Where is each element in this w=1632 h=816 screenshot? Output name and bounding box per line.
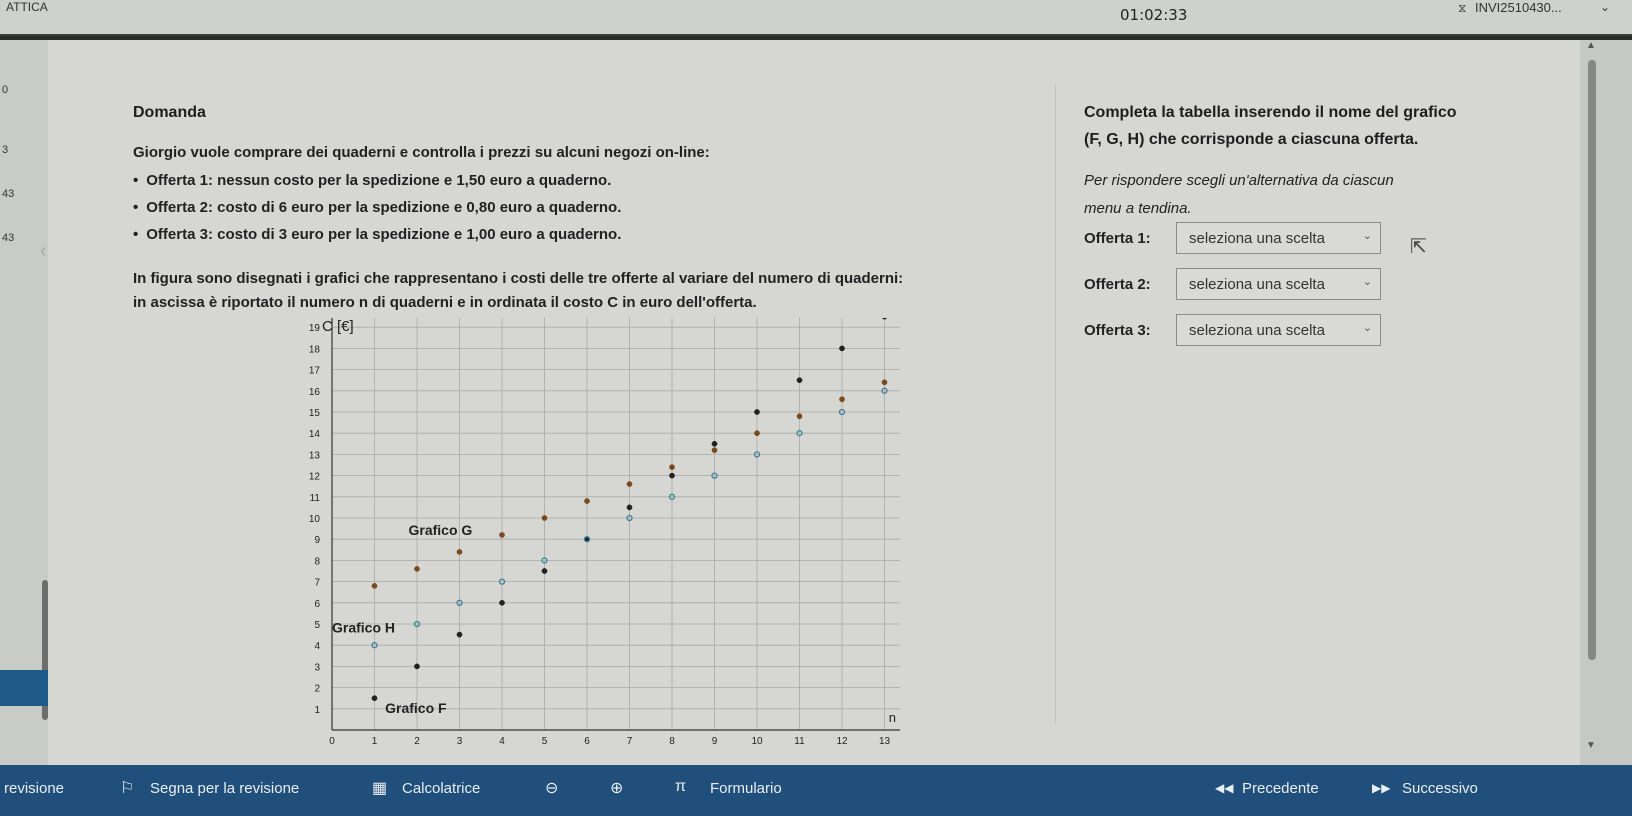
data-point	[882, 318, 887, 319]
previous-icon[interactable]: ◀◀	[1215, 781, 1234, 795]
calculator-button[interactable]: Calcolatrice	[402, 780, 481, 797]
x-tick-label: 11	[794, 736, 805, 747]
data-point	[754, 409, 759, 414]
pi-icon[interactable]: π	[675, 778, 687, 795]
scroll-up-icon[interactable]: ▲	[1586, 40, 1596, 51]
question-intro: Giorgio vuole comprare dei quaderni e controlla i prezzi su alcuni negozi on-line:	[133, 144, 710, 161]
offer-1-select[interactable]	[1176, 222, 1381, 254]
vertical-scrollbar[interactable]	[1580, 40, 1632, 765]
question-title: Domanda	[133, 104, 206, 121]
zoom-in-icon[interactable]: ⊕	[610, 780, 624, 797]
x-tick-label: 1	[371, 736, 378, 747]
data-point	[584, 498, 589, 503]
data-point	[882, 380, 887, 385]
data-point	[712, 448, 717, 453]
y-tick-label: 6	[314, 598, 320, 610]
data-point	[712, 441, 717, 446]
data-point	[457, 549, 462, 554]
answer-instructions: Per rispondere scegli un'alternativa da ciascun	[1084, 172, 1394, 189]
list-item: • Offerta 3: costo di 3 euro per la spedizione e 1,00 euro a quaderno.	[133, 226, 621, 253]
previous-button[interactable]: Precedente	[1242, 780, 1319, 797]
data-point	[839, 346, 844, 351]
y-tick-label: 4	[314, 641, 320, 653]
offer-2-select[interactable]	[1176, 268, 1381, 300]
y-tick-label: 17	[308, 365, 320, 377]
data-point	[499, 532, 504, 537]
chevron-down-icon: ⌄	[1362, 322, 1372, 334]
answer-title: (F, G, H) che corrisponde a ciascuna offerta.	[1084, 131, 1419, 148]
next-icon[interactable]: ▶▶	[1372, 781, 1391, 795]
flag-icon[interactable]: ⚐	[120, 780, 135, 797]
offer-row-1	[1084, 222, 1384, 254]
graph-label-h: Grafico H	[332, 619, 396, 636]
data-point	[669, 465, 674, 470]
graph-label-g: Grafico G	[408, 521, 473, 538]
data-point	[542, 515, 547, 520]
select-value: seleziona una scelta	[1189, 230, 1325, 247]
nav-item[interactable]: 3	[2, 144, 9, 156]
y-tick-label: 3	[314, 662, 320, 674]
y-tick-label: 11	[309, 492, 320, 504]
nav-item[interactable]: 0	[2, 84, 9, 96]
y-axis-label: C [€]	[322, 318, 354, 336]
student-code[interactable]: INVI2510430...	[1475, 0, 1562, 15]
flag-for-review-button[interactable]: Segna per la revisione	[150, 780, 300, 797]
x-tick-label: 4	[499, 736, 505, 747]
data-point	[372, 696, 377, 701]
data-point	[839, 397, 844, 402]
data-point	[457, 632, 462, 637]
nav-item[interactable]: 43	[2, 232, 15, 244]
y-tick-label: 19	[308, 323, 320, 335]
timer: 01:02:33	[1120, 6, 1188, 24]
offer-row-3	[1084, 314, 1384, 346]
data-point	[414, 566, 419, 571]
chevron-down-icon: ⌄	[1362, 230, 1372, 242]
data-point	[372, 583, 377, 588]
y-tick-label: 2	[314, 683, 320, 695]
chevron-down-icon[interactable]: ⌄	[1600, 0, 1611, 14]
x-tick-label: 3	[456, 736, 463, 747]
y-tick-label: 18	[308, 344, 320, 356]
x-tick-label: 2	[414, 736, 420, 747]
y-tick-label: 15	[308, 408, 320, 419]
offer-row-2	[1084, 268, 1384, 300]
nav-item[interactable]: 43	[2, 188, 15, 200]
data-point	[797, 378, 802, 383]
list-item: • Offerta 1: nessun costo per la spedizione e 1,50 euro a quaderno.	[133, 172, 621, 199]
data-point	[627, 481, 632, 486]
x-tick-label: 0	[329, 736, 335, 747]
x-tick-label: 9	[711, 736, 718, 747]
scroll-down-icon[interactable]: ▼	[1586, 740, 1596, 751]
data-point	[754, 431, 759, 436]
y-tick-label: 7	[314, 577, 320, 589]
y-tick-label: 5	[314, 620, 320, 631]
offer-label: Offerta 2:	[1084, 276, 1151, 293]
list-item: • Offerta 2: costo di 6 euro per la spedizione e 0,80 euro a quaderno.	[133, 199, 621, 226]
x-tick-label: 10	[751, 736, 763, 747]
cost-chart	[280, 318, 900, 750]
chevron-left-icon[interactable]: ‹	[40, 240, 47, 262]
scrollbar-thumb[interactable]	[1588, 60, 1596, 660]
next-button[interactable]: Successivo	[1402, 780, 1478, 797]
data-point	[627, 505, 632, 510]
y-tick-label: 8	[314, 556, 320, 568]
x-tick-label: 6	[584, 736, 590, 747]
x-tick-label: 13	[878, 736, 891, 747]
nav-current-item[interactable]	[0, 670, 48, 706]
y-tick-label: 9	[314, 535, 320, 547]
hourglass-icon: ⧖	[1458, 1, 1467, 15]
y-tick-label: 1	[314, 704, 320, 716]
x-tick-label: 8	[669, 736, 675, 747]
calculator-icon[interactable]: ▦	[372, 780, 388, 797]
formulas-button[interactable]: Formulario	[710, 780, 782, 797]
x-axis-label: n	[888, 710, 896, 725]
answer-instructions: menu a tendina.	[1084, 200, 1192, 217]
select-value: seleziona una scelta	[1189, 276, 1325, 293]
question-navigator	[0, 40, 48, 765]
offer-list	[133, 172, 621, 253]
y-tick-label: 12	[308, 471, 320, 483]
offer-3-select[interactable]	[1176, 314, 1381, 346]
revision-link[interactable]: revisione	[4, 780, 65, 797]
y-tick-label: 14	[308, 429, 320, 441]
x-tick-label: 5	[541, 736, 548, 747]
graph-label-f: Grafico F	[385, 700, 447, 717]
data-point	[669, 473, 674, 478]
offer-label: Offerta 3:	[1084, 322, 1151, 339]
top-bar	[0, 0, 1632, 36]
data-point	[414, 664, 419, 669]
panel-divider	[1055, 84, 1056, 724]
select-value: seleziona una scelta	[1189, 322, 1325, 339]
offer-label: Offerta 1:	[1084, 230, 1151, 247]
data-point	[797, 414, 802, 419]
y-tick-label: 10	[308, 514, 320, 525]
data-point	[542, 568, 547, 573]
mouse-pointer-icon: ⇱	[1410, 236, 1427, 258]
chevron-down-icon: ⌄	[1362, 276, 1372, 288]
app-name: ATTICA	[6, 0, 48, 14]
y-tick-label: 13	[308, 450, 320, 462]
x-tick-label: 7	[626, 736, 633, 747]
data-point	[499, 600, 504, 605]
answer-title: Completa la tabella inserendo il nome del grafico	[1084, 104, 1457, 121]
y-tick-label: 16	[308, 386, 320, 398]
question-description: in ascissa è riportato il numero n di quaderni e in ordinata il costo C in euro dell'offerta.	[133, 294, 757, 311]
x-tick-label: 12	[836, 736, 848, 747]
question-description: In figura sono disegnati i grafici che rappresentano i costi delle tre offerte al variare del numero di quaderni:	[133, 270, 904, 287]
zoom-out-icon[interactable]: ⊖	[545, 780, 559, 797]
bottom-toolbar	[0, 765, 1632, 816]
